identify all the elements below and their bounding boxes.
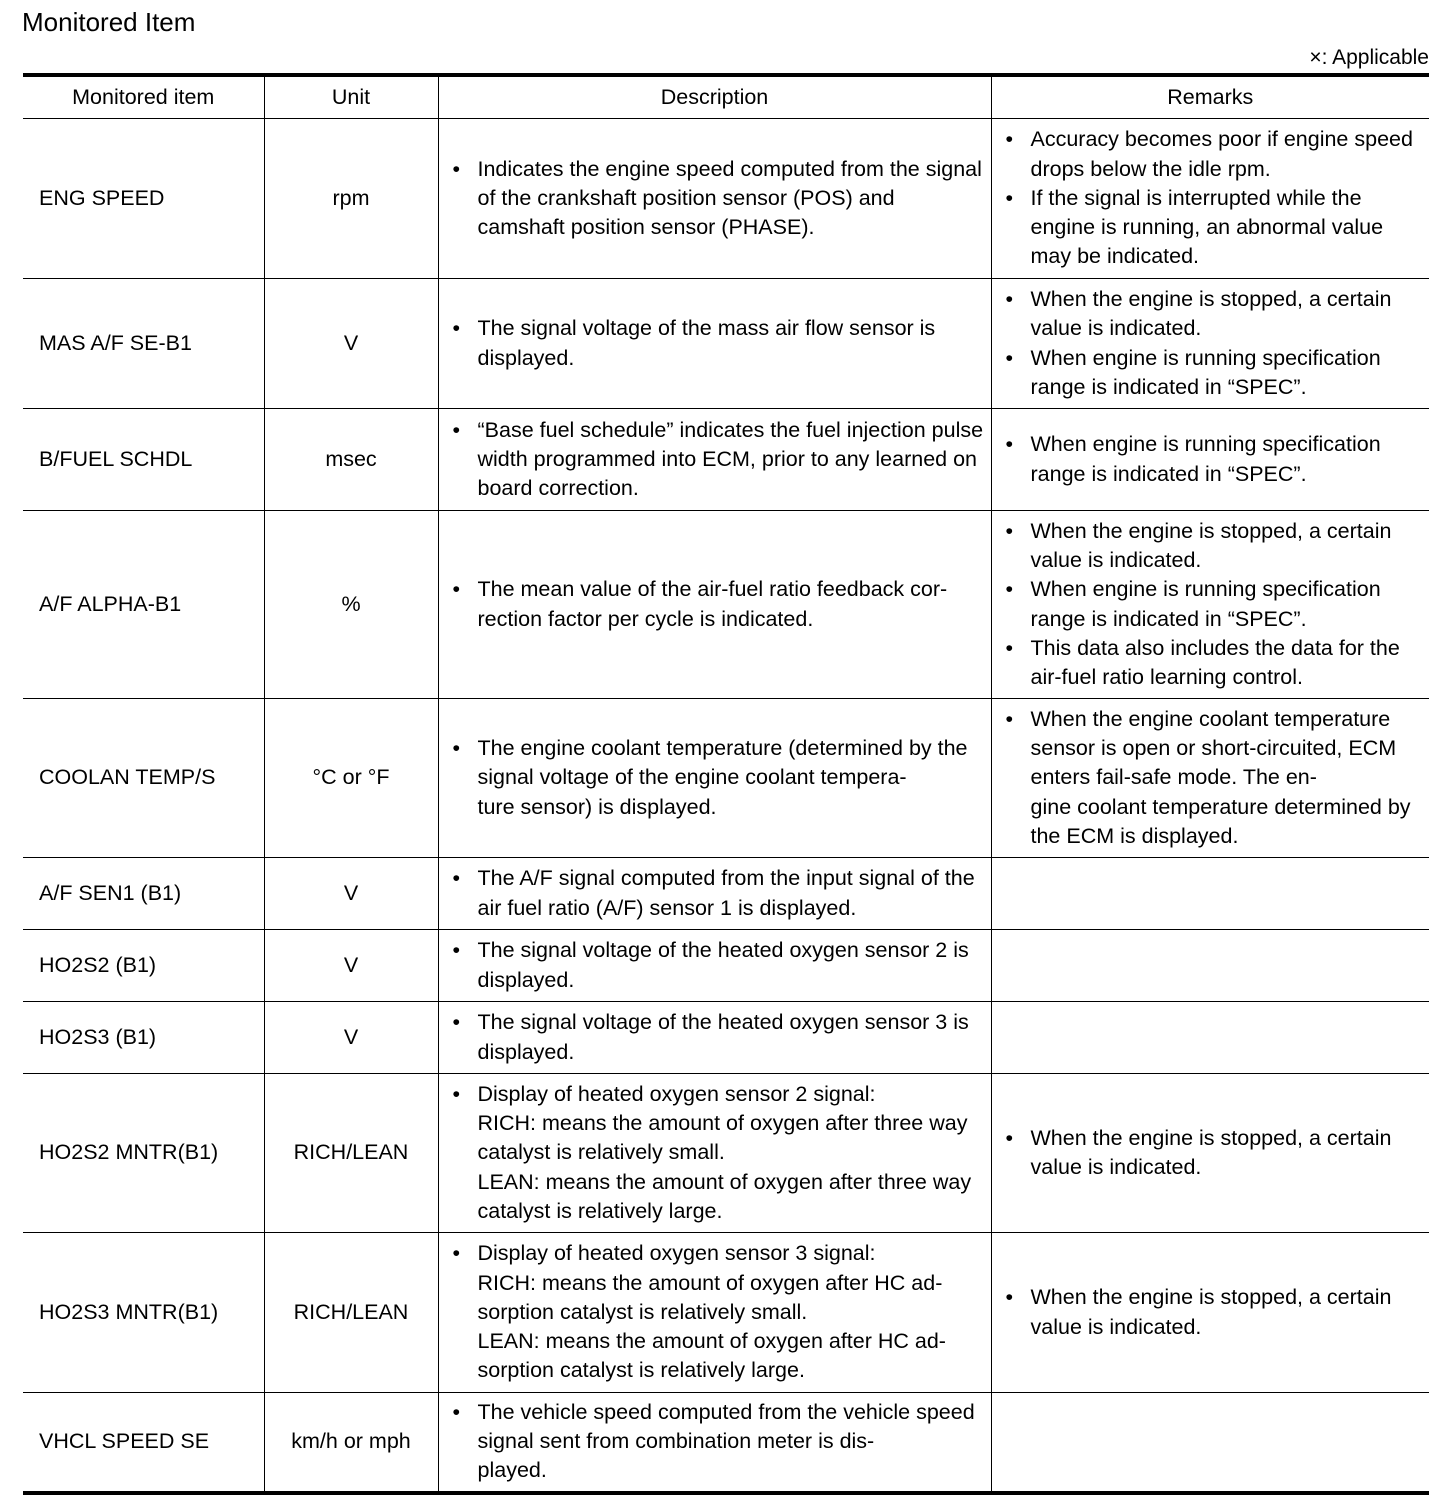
item-cell: COOLAN TEMP/S [23,699,264,858]
unit-cell: RICH/LEAN [264,1233,438,1393]
description-cell [438,279,991,409]
remarks-cell [991,409,1429,511]
description-cell [438,1393,991,1491]
description-cell [438,930,991,1002]
page-title: Monitored Item [22,7,196,37]
unit-cell: V [264,279,438,409]
remarks-cell [991,858,1429,930]
unit-cell: V [264,858,438,930]
description-bullet: • The signal voltage of the heated oxygen sensor 3 is displayed. [453,1008,985,1066]
description-cell [438,511,991,699]
table-row [23,511,1429,699]
description-bullet: • The signal voltage of the mass air flow sensor is displayed. [453,314,985,372]
remarks-cell [991,699,1429,858]
table-row [23,858,1429,930]
table-row [23,930,1429,1002]
unit-cell: msec [264,409,438,511]
item-cell: HO2S2 MNTR(B1) [23,1074,264,1233]
item-cell: HO2S3 (B1) [23,1002,264,1074]
remark-bullet: • When engine is running specification range is indicated in “SPEC”. [1006,430,1424,488]
remark-bullet: • When the engine is stopped, a certain value is indicated. [1006,1124,1424,1182]
remark-bullet: • If the signal is interrupted while the engine is running, an abnormal value may be indicated. [1006,184,1424,272]
item-cell: HO2S2 (B1) [23,930,264,1002]
unit-cell: V [264,1002,438,1074]
item-cell: A/F ALPHA-B1 [23,511,264,699]
remarks-cell [991,279,1429,409]
description-cell [438,699,991,858]
item-cell: A/F SEN1 (B1) [23,858,264,930]
applicable-legend: ×: Applicable [1309,46,1429,69]
remarks-cell [991,1074,1429,1233]
description-cell [438,119,991,279]
column-header-monitored-item: Monitored item [23,77,264,119]
item-cell: B/FUEL SCHDL [23,409,264,511]
remark-bullet: • When engine is running specification range is indicated in “SPEC”. [1006,575,1424,633]
remark-bullet: • Accuracy becomes poor if engine speed drops below the idle rpm. [1006,125,1424,183]
description-bullet: • “Base fuel schedule” indicates the fuel injection pulse width programmed into ECM, prior to any learned on board correction. [453,416,985,504]
item-cell: ENG SPEED [39,185,165,210]
unit-cell: RICH/LEAN [264,1074,438,1233]
unit-cell: % [264,511,438,699]
item-cell: VHCL SPEED SE [23,1393,264,1491]
description-cell [438,1074,991,1233]
column-header-unit: Unit [264,77,438,119]
unit-cell: V [264,930,438,1002]
item-cell: HO2S3 MNTR(B1) [23,1233,264,1393]
description-cell [438,1002,991,1074]
table-row [23,1002,1429,1074]
column-header-remarks: Remarks [991,77,1429,119]
description-bullet: • Display of heated oxygen sensor 2 signal: RICH: means the amount of oxygen after three way catalyst is relatively small. LEAN: means the amount of oxygen after three way catalyst is relatively large. [453,1080,985,1226]
unit-cell: °C or °F [264,699,438,858]
remarks-cell [991,119,1429,279]
description-cell [438,409,991,511]
description-cell [438,858,991,930]
description-bullet: • Indicates the engine speed computed from the signal of the crankshaft position sensor (POS) and camshaft position sensor (PHASE). [453,155,985,243]
column-header-description: Description [438,77,991,119]
remark-bullet: • When the engine is stopped, a certain value is indicated. [1006,1283,1424,1341]
table-row [23,699,1429,858]
description-bullet: • The engine coolant temperature (determined by the signal voltage of the engine coolant tempera- ture sensor) is displayed. [453,734,985,822]
description-bullet: • The A/F signal computed from the input signal of the air fuel ratio (A/F) sensor 1 is displayed. [453,864,985,922]
remark-bullet: • When the engine is stopped, a certain value is indicated. [1006,285,1424,343]
table-row [23,1233,1429,1393]
remark-bullet: • When engine is running specification range is indicated in “SPEC”. [1006,344,1424,402]
description-bullet: • The signal voltage of the heated oxygen sensor 2 is displayed. [453,936,985,994]
item-cell: MAS A/F SE-B1 [23,279,264,409]
unit-cell: rpm [264,119,438,279]
table-header-row [23,77,1429,119]
remarks-cell [991,511,1429,699]
remarks-cell [991,930,1429,1002]
table-row [23,1393,1429,1491]
remarks-cell [991,1393,1429,1491]
remark-bullet: • When the engine is stopped, a certain value is indicated. [1006,517,1424,575]
table-row [23,119,1429,279]
remark-bullet: • This data also includes the data for the air-fuel ratio learning control. [1006,634,1424,692]
remarks-cell [991,1233,1429,1393]
remarks-cell [991,1002,1429,1074]
description-bullet: • Display of heated oxygen sensor 3 signal: RICH: means the amount of oxygen after HC ad- sorption catalyst is relatively small. LEAN: means the amount of oxygen after HC ad- sorption catalyst is relatively large. [453,1239,985,1385]
table-row [23,409,1429,511]
table-row [23,279,1429,409]
description-bullet: • The vehicle speed computed from the vehicle speed signal sent from combination meter is dis- played. [453,1398,985,1486]
table-row [23,1074,1429,1233]
description-cell [438,1233,991,1393]
monitored-item-table [23,77,1429,1491]
remark-bullet: • When the engine coolant temperature sensor is open or short-circuited, ECM enters fail-safe mode. The en- gine coolant temperature determined by the ECM is displayed. [1006,705,1424,851]
monitored-item-table-frame [23,73,1429,1495]
description-bullet: • The mean value of the air-fuel ratio feedback cor- rection factor per cycle is indicated. [453,575,985,633]
unit-cell: km/h or mph [264,1393,438,1491]
